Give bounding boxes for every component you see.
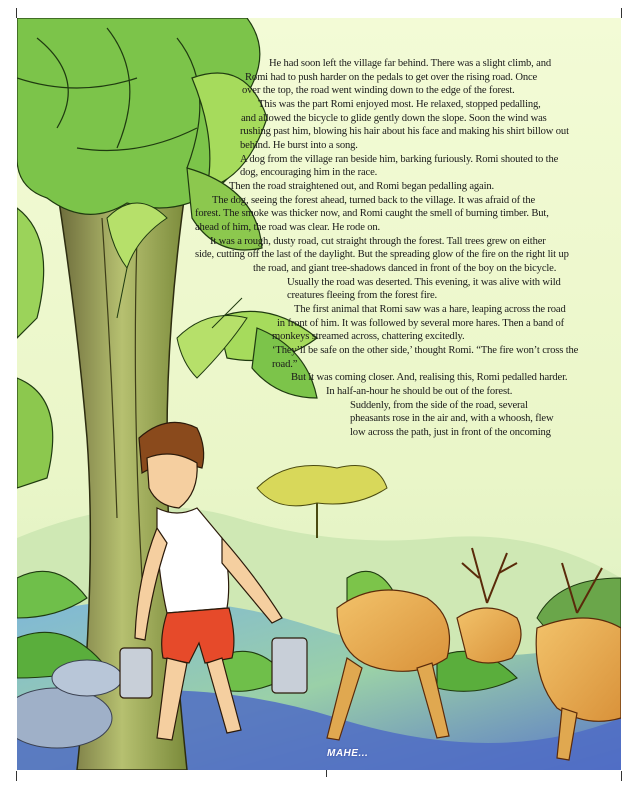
story-line: He had soon left the village far behind. There was a slight climb, and [269, 58, 552, 69]
story-line: The dog, seeing the forest ahead, turned back to the village. It was afraid of the [212, 195, 536, 206]
story-line: forest. The smoke was thicker now, and Romi caught the smell of burning timber. But, [195, 208, 549, 219]
story-line: creatures fleeing from the forest fire. [287, 290, 438, 301]
story-line: and allowed the bicycle to glide gently down the slope. Soon the wind was [241, 113, 547, 124]
story-line: the road, and giant tree-shadows danced in front of the boy on the bicycle. [253, 263, 557, 274]
story-line: The first animal that Romi saw was a hare, leaping across the road [294, 304, 566, 315]
story-line: low across the path, just in front of the oncoming [350, 427, 551, 438]
story-line: ‘They’ll be safe on the other side,’ thought Romi. “The fire won’t cross the [272, 345, 579, 356]
story-line: ahead of him, the road was clear. He rode on. [195, 222, 381, 233]
story-line: in front of him. It was followed by several more hares. Then a band of [277, 318, 565, 329]
story-line: dog, encouraging him in the race. [240, 167, 378, 178]
story-line: In half-an-hour he should be out of the forest. [326, 386, 513, 397]
story-line: pheasants rose in the air and, with a whoosh, flew [350, 413, 554, 424]
story-line: behind. He burst into a song. [240, 140, 358, 151]
story-line: road.” [272, 359, 298, 370]
story-line: Suddenly, from the side of the road, several [350, 400, 528, 411]
story-line: over the top, the road went winding down to the edge of the forest. [242, 85, 515, 96]
story-line: rushing past him, blowing his hair about his face and making his shirt billow out [240, 126, 569, 137]
story-line: side, cutting off the last of the daylight. But the spreading glow of the fire on the right lit up [195, 249, 569, 260]
story-line: monkeys streamed across, chattering excitedly. [272, 331, 465, 342]
story-line: But it was coming closer. And, realising this, Romi pedalled harder. [291, 372, 568, 383]
story-line: Usually the road was deserted. This evening, it was alive with wild [287, 277, 561, 288]
story-line: A dog from the village ran beside him, barking furiously. Romi shouted to the [240, 154, 559, 165]
story-line: This was the part Romi enjoyed most. He relaxed, stopped pedalling, [258, 99, 541, 110]
story-line: It was a rough, dusty road, cut straight through the forest. Tall trees grew on either [210, 236, 546, 247]
story-line: Then the road straightened out, and Romi began pedalling again. [229, 181, 495, 192]
artist-signature: MAHE... [327, 748, 369, 759]
story-line: Romi had to push harder on the pedals to get over the rising road. Once [245, 72, 538, 83]
